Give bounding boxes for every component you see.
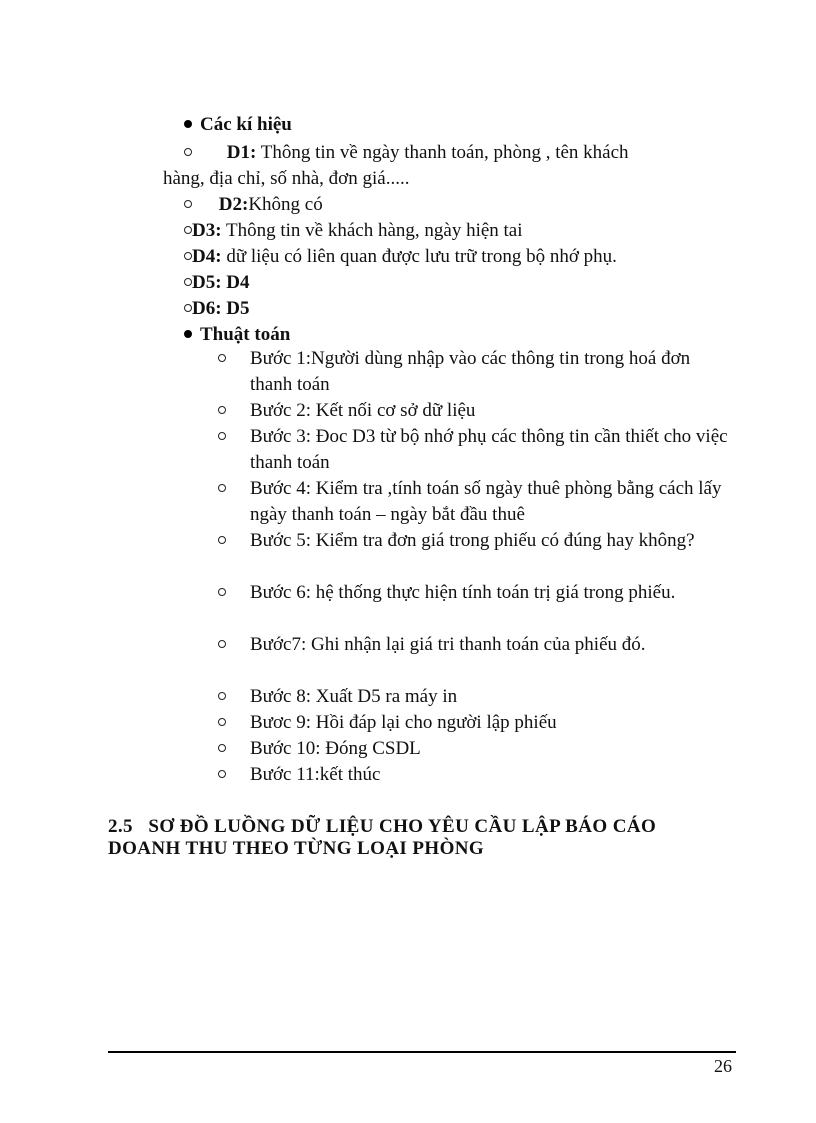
symbol-d4: D4: dữ liệu có liên quan được lưu trữ trong bộ nhớ phụ. — [184, 246, 617, 268]
page-number: 26 — [714, 1056, 732, 1076]
algorithm-step: Bước 4: Kiểm tra ,tính toán số ngày thuê phòng bằng cách lấy ngày thanh toán – ngày bắt đầu thuê — [250, 478, 722, 525]
step-bullet-icon — [218, 346, 226, 372]
step-bullet-icon — [218, 528, 226, 554]
algorithm-step: Bước 3: Đoc D3 từ bộ nhớ phụ các thông tin cần thiết cho việc thanh toán — [250, 426, 728, 473]
section-heading-continued: DOANH THU THEO TỪNG LOẠI PHÒNG — [108, 838, 485, 859]
step-bullet-icon — [218, 632, 226, 658]
circle-bullet-icon — [184, 226, 192, 234]
step-bullet-icon — [218, 476, 226, 502]
circle-bullet-icon — [218, 744, 226, 752]
algorithm-step: Bước 11:kết thúc — [250, 764, 381, 785]
circle-bullet-icon — [218, 354, 226, 362]
algorithm-step: Bước 8: Xuất D5 ra máy in — [250, 686, 458, 707]
bullet-icon — [184, 120, 192, 128]
algorithm-step: Bước 2: Kết nối cơ sở dữ liệu — [250, 400, 476, 421]
circle-bullet-icon — [184, 148, 192, 156]
circle-bullet-icon — [218, 692, 226, 700]
algorithm-heading: Thuật toán — [184, 324, 290, 346]
algorithm-step: Bước 1:Người dùng nhập vào các thông tin trong hoá đơn thanh toán — [250, 348, 691, 395]
symbol-d1-continued: hàng, địa chỉ, số nhà, đơn giá..... — [163, 168, 410, 189]
step-bullet-icon — [218, 424, 226, 450]
algorithm-step: Bươc 9: Hồi đáp lại cho người lập phiếu — [250, 712, 557, 733]
circle-bullet-icon — [184, 252, 192, 260]
symbol-d1: D1: Thông tin về ngày thanh toán, phòng , tên khách — [184, 142, 629, 164]
circle-bullet-icon — [218, 406, 226, 414]
step-bullet-icon — [218, 684, 226, 710]
circle-bullet-icon — [218, 536, 226, 544]
step-bullet-icon — [218, 736, 226, 762]
bullet-icon — [184, 330, 192, 338]
circle-bullet-icon — [184, 278, 192, 286]
algorithm-step: Bước 10: Đóng CSDL — [250, 738, 421, 759]
circle-bullet-icon — [218, 588, 226, 596]
circle-bullet-icon — [184, 304, 192, 312]
algorithm-step: Bước7: Ghi nhận lại giá tri thanh toán của phiếu đó. — [250, 634, 646, 655]
symbol-d3: D3: Thông tin về khách hàng, ngày hiện tai — [184, 220, 523, 242]
circle-bullet-icon — [218, 770, 226, 778]
footer-rule — [108, 1051, 736, 1053]
symbol-d5: D5: D4 — [184, 272, 250, 294]
step-bullet-icon — [218, 398, 226, 424]
section-heading: 2.5 SƠ ĐỒ LUỒNG DỮ LIỆU CHO YÊU CẦU LẬP BÁO CÁO — [108, 816, 657, 837]
step-bullet-icon — [218, 762, 226, 788]
symbol-d2: D2:Không có — [184, 194, 323, 216]
circle-bullet-icon — [218, 718, 226, 726]
step-bullet-icon — [218, 710, 226, 736]
circle-bullet-icon — [218, 484, 226, 492]
algorithm-step: Bước 6: hệ thống thực hiện tính toán trị giá trong phiếu. — [250, 582, 676, 603]
algorithm-step: Bước 5: Kiểm tra đơn giá trong phiếu có đúng hay không? — [250, 530, 695, 551]
circle-bullet-icon — [184, 200, 192, 208]
circle-bullet-icon — [218, 432, 226, 440]
symbols-heading: Các kí hiệu — [184, 114, 292, 136]
circle-bullet-icon — [218, 640, 226, 648]
symbol-d6: D6: D5 — [184, 298, 250, 320]
step-bullet-icon — [218, 580, 226, 606]
